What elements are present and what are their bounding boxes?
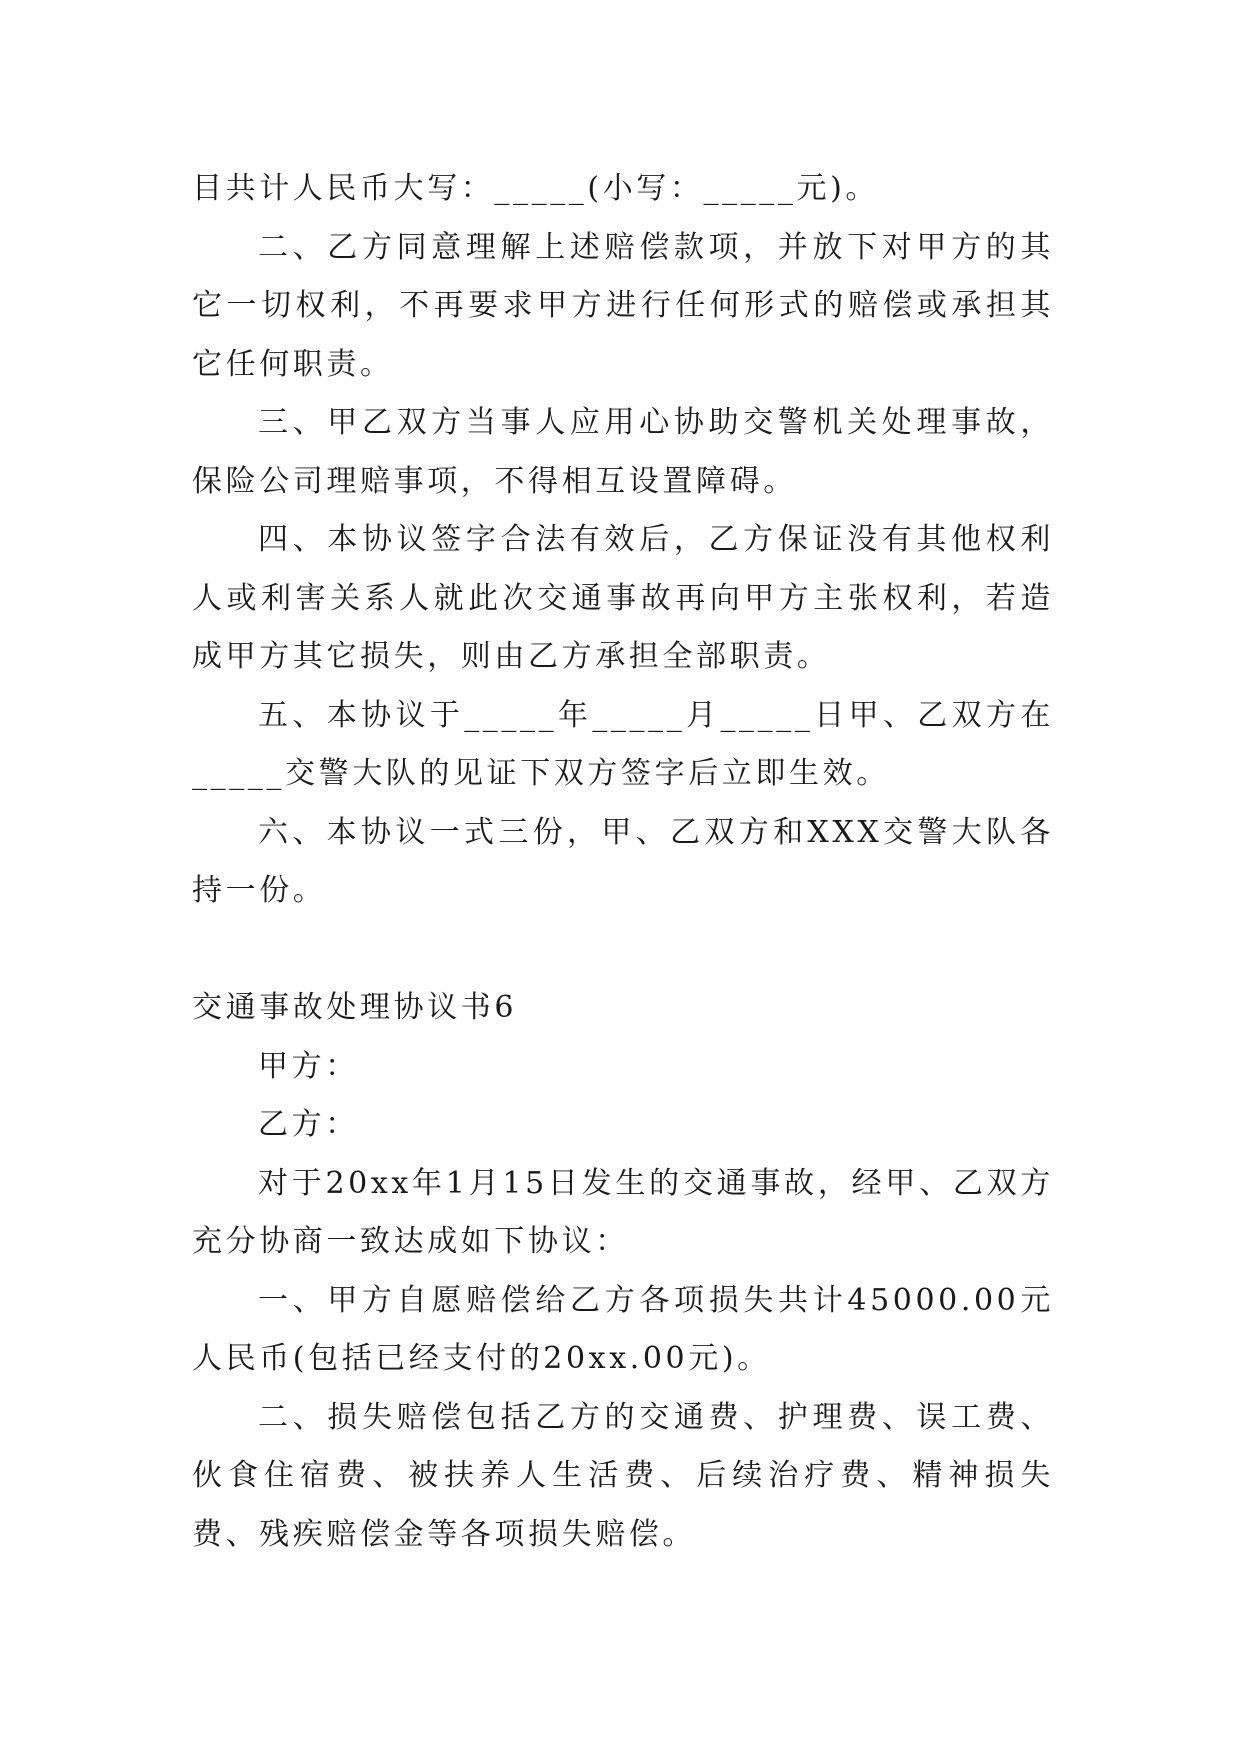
document-body bbox=[192, 160, 1054, 1564]
section-title: 交通事故处理协议书6 bbox=[192, 990, 518, 1025]
section-spacer bbox=[192, 921, 1054, 980]
paragraph-clause-4: 四、本协议签字合法有效后，乙方保证没有其他权利人或利害关系人就此次交通事故再向甲方主张权利，若造成甲方其它损失，则由乙方承担全部职责。 bbox=[192, 522, 1054, 674]
paragraph-compensation-amount: 一、甲方自愿赔偿给乙方各项损失共计45000.00元人民币(包括已经支付的20xx.00元)。 bbox=[192, 1282, 1054, 1376]
paragraph-clause-5: 五、本协议于_____年_____月_____日甲、乙双方在_____交警大队的见证下双方签字后立即生效。 bbox=[192, 697, 1054, 791]
party-a-label: 甲方： bbox=[258, 1048, 359, 1084]
paragraph-clause-6: 六、本协议一式三份，甲、乙双方和XXX交警大队各持一份。 bbox=[192, 814, 1054, 908]
paragraph-compensation-items: 二、损失赔偿包括乙方的交通费、护理费、误工费、伙食住宿费、被扶养人生活费、后续治疗费、精神损失费、残疾赔偿金等各项损失赔偿。 bbox=[192, 1399, 1054, 1552]
paragraph-intro: 对于20xx年1月15日发生的交通事故，经甲、乙双方充分协商一致达成如下协议： bbox=[192, 1165, 1054, 1259]
paragraph-clause-3: 三、甲乙双方当事人应用心协助交警机关处理事故，保险公司理赔事项，不得相互设置障碍。 bbox=[192, 405, 1054, 499]
paragraph-clause-2: 二、乙方同意理解上述赔偿款项，并放下对甲方的其它一切权利，不再要求甲方进行任何形式的赔偿或承担其它任何职责。 bbox=[192, 229, 1054, 382]
paragraph-amount-continuation: 目共计人民币大写：_____(小写：_____元)。 bbox=[192, 171, 880, 206]
party-b-label: 乙方： bbox=[258, 1107, 359, 1142]
